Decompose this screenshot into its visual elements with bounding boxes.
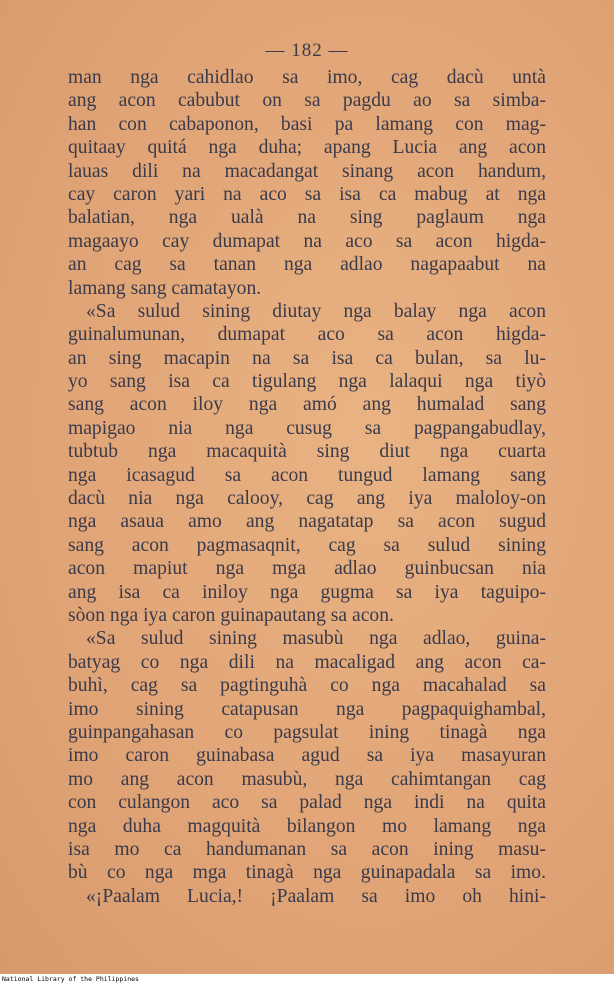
text-line: han con cabaponon, basi pa lamang con mag-: [68, 113, 546, 135]
text-line: nga icasagud sa acon tungud lamang sang: [68, 464, 546, 486]
text-line: dacù nia nga calooy, cag ang iya maloloy-on: [68, 488, 546, 510]
text-line: an sing macapin na sa isa ca bulan, sa lu-: [68, 347, 546, 369]
text-line: mapigao nia nga cusug sa pagpangabudlay,: [68, 417, 546, 439]
text-line: an cag sa tanan nga adlao nagapaabut na: [68, 254, 546, 276]
text-line: sang acon iloy nga amó ang humalad sang: [68, 394, 546, 416]
text-line: lauas dili na macadangat sinang acon handum,: [68, 160, 546, 182]
text-line: ang isa ca iniloy nga gugma sa iya taguipo-: [68, 581, 546, 603]
text-line: cay caron yari na aco sa isa ca mabug at nga: [68, 183, 546, 205]
text-line: tubtub nga macaquità sing diut nga cuarta: [68, 441, 546, 463]
page-text: [68, 66, 546, 908]
text-line: «¡Paalam Lucia,! ¡Paalam sa imo oh hini-: [86, 885, 546, 907]
text-line: nga asaua amo ang nagatatap sa acon sugud: [68, 511, 546, 533]
text-line: «Sa sulud sining masubù nga adlao, guina-: [86, 628, 546, 650]
text-line: man nga cahidlao sa imo, cag dacù untà: [68, 67, 546, 88]
text-line: con culangon aco sa palad nga indi na quita: [68, 792, 546, 814]
text-line: lamang sang camatayon.: [68, 277, 262, 299]
text-line: yo sang isa ca tigulang nga lalaqui nga tiyò: [68, 371, 546, 393]
text-line: «Sa sulud sining diutay nga balay nga acon: [86, 300, 546, 322]
library-credit: National Library of the Philippines: [2, 975, 139, 983]
text-line: sang acon pagmasaqnit, cag sa sulud sining: [68, 534, 546, 556]
text-line: balatian, nga ualà na sing paglaum nga: [68, 207, 546, 229]
text-line: isa mo ca handumanan sa acon ining masu-: [68, 838, 546, 860]
footer-bar: [0, 975, 614, 983]
text-line: batyag co nga dili na macaligad ang acon ca-: [68, 651, 546, 673]
text-line: quitaay quitá nga duha; apang Lucia ang acon: [68, 137, 546, 159]
text-line: guinalumunan, dumapat aco sa acon higda-: [68, 324, 546, 346]
text-line: acon mapiut nga mga adlao guinbucsan nia: [68, 558, 546, 580]
text-line: sòon nga iya caron guinapautang sa acon.: [68, 604, 394, 626]
text-line: ang acon cabubut on sa pagdu ao sa simba-: [68, 90, 546, 112]
text-line: nga duha magquità bilangon mo lamang nga: [68, 815, 546, 837]
text-line: imo caron guinabasa agud sa iya masayuran: [68, 745, 546, 767]
text-line: guinpangahasan co pagsulat ining tinagà nga: [68, 721, 546, 743]
text-line: bù co nga mga tinagà nga guinapadala sa imo.: [68, 862, 546, 884]
page-number: — 182 —: [265, 40, 349, 61]
text-line: mo ang acon masubù, nga cahimtangan cag: [68, 768, 546, 790]
text-line: imo sining catapusan nga pagpaquighambal,: [68, 698, 546, 720]
text-line: buhì, cag sa pagtinguhà co nga macahalad sa: [68, 675, 546, 697]
text-line: magaayo cay dumapat na aco sa acon higda-: [68, 230, 546, 252]
